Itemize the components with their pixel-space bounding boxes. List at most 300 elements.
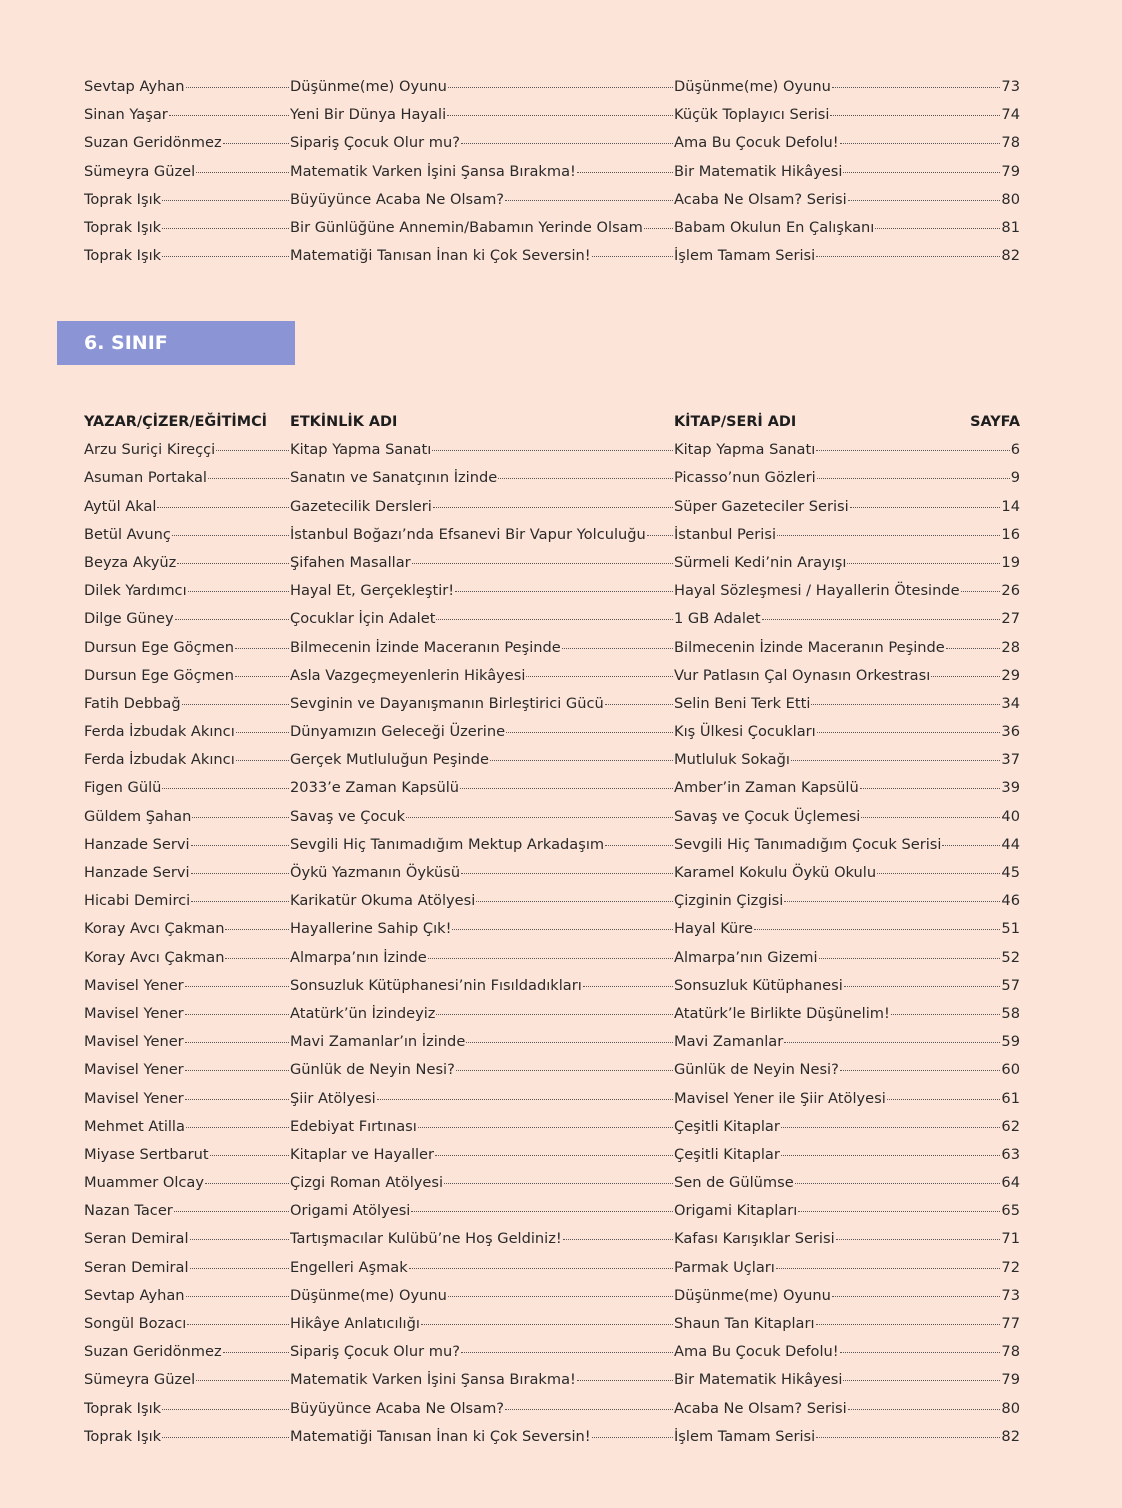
dot-leader [583, 986, 673, 987]
page-number: 78 [1001, 1343, 1020, 1361]
activity-name: Bir Günlüğüne Annemin/Babamın Yerinde Olsam [290, 218, 643, 236]
activity-name: Karikatür Okuma Atölyesi [290, 892, 476, 910]
book-name: Çeşitli Kitaplar [674, 1117, 780, 1135]
page-number: 72 [1001, 1258, 1020, 1276]
dot-leader [185, 986, 289, 987]
dot-leader [819, 958, 1001, 959]
page-number: 58 [1001, 1004, 1020, 1022]
dot-leader [466, 1042, 673, 1043]
index-row [84, 1000, 1020, 1028]
page-number: 81 [1001, 218, 1020, 236]
activity-name: Büyüyünce Acaba Ne Olsam? [290, 190, 505, 208]
page-number: 73 [1001, 78, 1020, 95]
index-row [84, 242, 1020, 270]
dot-leader [182, 704, 289, 705]
page-number: 40 [1001, 807, 1020, 825]
dot-leader [428, 958, 673, 959]
dot-leader [185, 1014, 289, 1015]
index-row [84, 662, 1020, 690]
dot-leader [563, 1239, 673, 1240]
activity-name: Çizgi Roman Atölyesi [290, 1174, 444, 1192]
author-name: Hicabi Demirci [84, 892, 191, 910]
author-name: Sevtap Ayhan [84, 78, 185, 95]
page-number: 39 [1001, 779, 1020, 797]
author-name: Nazan Tacer [84, 1202, 173, 1220]
book-name: Kitap Yapma Sanatı [674, 441, 816, 459]
dot-leader [781, 1127, 1001, 1128]
dot-leader [175, 619, 289, 620]
index-row [84, 158, 1020, 186]
header-activity: ETKİNLİK ADI [290, 414, 398, 430]
dot-leader [196, 172, 289, 173]
activity-name: Şifahen Masallar [290, 553, 411, 571]
dot-leader [754, 929, 1000, 930]
dot-leader [795, 1183, 1001, 1184]
index-row [84, 690, 1020, 718]
author-name: Sümeyra Güzel [84, 162, 196, 180]
index-row [84, 1141, 1020, 1169]
page-number: 82 [1001, 1427, 1020, 1445]
index-row [84, 774, 1020, 802]
dot-leader [162, 256, 289, 257]
page-number: 57 [1001, 976, 1020, 994]
activity-name: Hikâye Anlatıcılığı [290, 1315, 420, 1332]
dot-leader [605, 845, 673, 846]
page-number: 27 [1001, 610, 1020, 628]
author-name: Fatih Debbağ [84, 694, 181, 712]
column-headers [84, 408, 1020, 436]
index-row [84, 1197, 1020, 1225]
index-row [84, 1113, 1020, 1141]
dot-leader [456, 1070, 673, 1071]
dot-leader [411, 1211, 673, 1212]
dot-leader [377, 1099, 673, 1100]
dot-leader [498, 478, 673, 479]
top-index-list [84, 73, 1020, 270]
book-name: Bilmecenin İzinde Maceranın Peşinde [674, 638, 945, 656]
dot-leader [817, 478, 1010, 479]
book-name: 1 GB Adalet [674, 610, 761, 628]
dot-leader [816, 256, 1000, 257]
dot-leader [455, 591, 673, 592]
dot-leader [843, 1380, 1000, 1381]
page-number: 62 [1001, 1117, 1020, 1135]
dot-leader [832, 87, 1001, 88]
dot-leader [777, 535, 1000, 536]
author-name: Koray Avcı Çakman [84, 948, 225, 966]
dot-leader [577, 172, 673, 173]
dot-leader [444, 1183, 673, 1184]
author-name: Güldem Şahan [84, 807, 192, 825]
dot-leader [836, 1239, 1001, 1240]
page-number: 71 [1001, 1230, 1020, 1248]
dot-leader [461, 873, 673, 874]
activity-name: Mavi Zamanlar’ın İzinde [290, 1033, 466, 1051]
author-name: Seran Demiral [84, 1230, 189, 1248]
page-number: 36 [1001, 723, 1020, 741]
dot-leader [196, 1380, 289, 1381]
dot-leader [409, 1268, 673, 1269]
index-row [84, 831, 1020, 859]
dot-leader [216, 450, 289, 451]
book-name: Parmak Uçları [674, 1258, 775, 1276]
dot-leader [447, 115, 673, 116]
dot-leader [190, 1268, 289, 1269]
book-name: Acaba Ne Olsam? Serisi [674, 1399, 847, 1417]
index-row [84, 859, 1020, 887]
dot-leader [861, 817, 1000, 818]
page-number: 29 [1001, 666, 1020, 684]
dot-leader [505, 1409, 673, 1410]
author-name: Dilek Yardımcı [84, 582, 187, 600]
dot-leader [185, 1042, 289, 1043]
activity-name: Gerçek Mutluluğun Peşinde [290, 751, 490, 769]
page-number: 9 [1010, 469, 1020, 487]
author-name: Aytül Akal [84, 497, 157, 515]
page-number: 34 [1001, 694, 1020, 712]
dot-leader [592, 256, 673, 257]
activity-name: Sevgili Hiç Tanımadığım Mektup Arkadaşım [290, 835, 605, 853]
page-number: 77 [1001, 1315, 1020, 1332]
book-name: Almarpa’nın Gizemi [674, 948, 818, 966]
index-row [84, 549, 1020, 577]
activity-name: Tartışmacılar Kulübü’ne Hoş Geldiniz! [290, 1230, 562, 1248]
book-name: İşlem Tamam Serisi [674, 247, 816, 265]
dot-leader [433, 507, 673, 508]
author-name: Sinan Yaşar [84, 106, 168, 124]
dot-leader [185, 1099, 289, 1100]
author-name: Songül Bozacı [84, 1315, 187, 1332]
dot-leader [817, 732, 1001, 733]
dot-leader [435, 1155, 673, 1156]
author-name: Asuman Portakal [84, 469, 207, 487]
dot-leader [942, 845, 1000, 846]
author-name: Arzu Suriçi Kireççi [84, 441, 216, 459]
dot-leader [162, 1409, 289, 1410]
dot-leader [961, 591, 1001, 592]
activity-name: Düşünme(me) Oyunu [290, 1286, 447, 1304]
author-name: Toprak Işık [84, 247, 162, 265]
dot-leader [223, 1352, 289, 1353]
index-row [84, 1366, 1020, 1394]
book-name: Hayal Sözleşmesi / Hayallerin Ötesinde [674, 582, 960, 600]
dot-leader [816, 450, 1009, 451]
page-number: 16 [1001, 525, 1020, 543]
activity-name: İstanbul Boğazı’nda Efsanevi Bir Vapur Yolculuğu [290, 525, 646, 543]
activity-name: Matematiği Tanısan İnan ki Çok Seversin! [290, 247, 591, 265]
page-number: 60 [1001, 1061, 1020, 1079]
dot-leader [187, 1324, 289, 1325]
dot-leader [946, 648, 1001, 649]
author-name: Dilge Güney [84, 610, 174, 628]
dot-leader [830, 115, 1000, 116]
dot-leader [840, 1352, 1001, 1353]
index-row [84, 1423, 1020, 1451]
dot-leader [781, 1155, 1001, 1156]
book-name: Kafası Karışıklar Serisi [674, 1230, 835, 1248]
dot-leader [448, 87, 673, 88]
page-number: 44 [1001, 835, 1020, 853]
dot-leader [931, 676, 1000, 677]
header-author: YAZAR/ÇİZER/EĞİTİMCİ [84, 414, 268, 430]
index-row [84, 1338, 1020, 1366]
book-name: Origami Kitapları [674, 1202, 798, 1220]
dot-leader [448, 1296, 673, 1297]
index-row [84, 1310, 1020, 1338]
activity-name: Dünyamızın Geleceği Üzerine [290, 723, 506, 741]
index-row [84, 186, 1020, 214]
dot-leader [577, 1380, 673, 1381]
dot-leader [644, 228, 673, 229]
author-name: Seran Demiral [84, 1258, 189, 1276]
page-number: 45 [1001, 864, 1020, 881]
author-name: Sümeyra Güzel [84, 1371, 196, 1389]
dot-leader [205, 1183, 289, 1184]
dot-leader [191, 873, 289, 874]
activity-name: Düşünme(me) Oyunu [290, 78, 447, 95]
page-number: 26 [1001, 582, 1020, 600]
index-row [84, 972, 1020, 1000]
dot-leader [891, 1014, 1001, 1015]
page-number: 6 [1010, 441, 1020, 459]
activity-name: Kitap Yapma Sanatı [290, 441, 432, 459]
grade-6-index-list [84, 408, 1020, 1451]
dot-leader [190, 1239, 289, 1240]
index-row [84, 1085, 1020, 1113]
dot-leader [162, 1437, 289, 1438]
header-page: SAYFA [970, 414, 1020, 430]
author-name: Dursun Ege Göçmen [84, 638, 235, 656]
book-name: Bir Matematik Hikâyesi [674, 162, 843, 180]
dot-leader [418, 1127, 673, 1128]
dot-leader [844, 986, 1001, 987]
index-row [84, 1056, 1020, 1084]
activity-name: Çocuklar İçin Adalet [290, 610, 436, 628]
dot-leader [840, 1070, 1001, 1071]
dot-leader [877, 873, 1000, 874]
dot-leader [816, 1437, 1000, 1438]
index-row [84, 1028, 1020, 1056]
index-row [84, 1225, 1020, 1253]
dot-leader [186, 1127, 289, 1128]
header-book: KİTAP/SERİ ADI [674, 414, 797, 430]
author-name: Suzan Geridönmez [84, 1343, 222, 1361]
book-name: Bir Matematik Hikâyesi [674, 1371, 843, 1389]
dot-leader [506, 732, 673, 733]
author-name: Miyase Sertbarut [84, 1145, 209, 1163]
activity-name: Matematiği Tanısan İnan ki Çok Seversin! [290, 1427, 591, 1445]
activity-name: Büyüyünce Acaba Ne Olsam? [290, 1399, 505, 1417]
dot-leader [848, 1409, 1001, 1410]
dot-leader [461, 1352, 673, 1353]
dot-leader [177, 563, 289, 564]
dot-leader [843, 172, 1000, 173]
dot-leader [605, 704, 673, 705]
dot-leader [791, 760, 1001, 761]
activity-name: Yeni Bir Dünya Hayali [290, 106, 447, 124]
page-number: 79 [1001, 1371, 1020, 1389]
dot-leader [762, 619, 1001, 620]
activity-name: Hayallerine Sahip Çık! [290, 920, 452, 938]
dot-leader [174, 1211, 289, 1212]
page-number: 19 [1001, 553, 1020, 571]
author-name: Beyza Akyüz [84, 553, 177, 571]
book-name: Vur Patlasın Çal Oynasın Orkestrası [674, 666, 931, 684]
index-row [84, 73, 1020, 101]
author-name: Koray Avcı Çakman [84, 920, 225, 938]
page-number: 73 [1001, 1286, 1020, 1304]
book-name: Sevgili Hiç Tanımadığım Çocuk Serisi [674, 835, 942, 853]
page-number: 63 [1001, 1145, 1020, 1163]
index-row [84, 887, 1020, 915]
activity-name: Almarpa’nın İzinde [290, 948, 427, 966]
index-row [84, 436, 1020, 464]
book-name: Amber’in Zaman Kapsülü [674, 779, 859, 797]
dot-leader [208, 478, 289, 479]
author-name: Mehmet Atilla [84, 1117, 185, 1135]
dot-leader [236, 732, 289, 733]
book-name: Picasso’nun Gözleri [674, 469, 816, 487]
activity-name: Bilmecenin İzinde Maceranın Peşinde [290, 638, 561, 656]
activity-name: Edebiyat Fırtınası [290, 1117, 417, 1135]
activity-name: 2033’e Zaman Kapsülü [290, 779, 460, 797]
author-name: Hanzade Servi [84, 835, 190, 853]
book-name: Acaba Ne Olsam? Serisi [674, 190, 847, 208]
dot-leader [157, 507, 289, 508]
book-name: Çeşitli Kitaplar [674, 1145, 780, 1163]
page-number: 61 [1001, 1089, 1020, 1107]
book-name: Mavi Zamanlar [674, 1033, 784, 1051]
dot-leader [850, 507, 1001, 508]
author-name: Figen Gülü [84, 779, 162, 797]
page-number: 80 [1001, 1399, 1020, 1417]
index-row [84, 1282, 1020, 1310]
dot-leader [476, 901, 673, 902]
activity-name: Sipariş Çocuk Olur mu? [290, 1343, 460, 1361]
author-name: Ferda İzbudak Akıncı [84, 751, 235, 769]
page-number: 14 [1001, 497, 1020, 515]
page-number: 59 [1001, 1033, 1020, 1051]
author-name: Toprak Işık [84, 1427, 162, 1445]
activity-name: Asla Vazgeçmeyenlerin Hikâyesi [290, 666, 526, 684]
dot-leader [460, 788, 673, 789]
dot-leader [887, 1099, 1001, 1100]
dot-leader [461, 143, 673, 144]
index-row [84, 577, 1020, 605]
book-name: Düşünme(me) Oyunu [674, 1286, 831, 1304]
dot-leader [186, 1296, 289, 1297]
activity-name: Origami Atölyesi [290, 1202, 411, 1220]
activity-name: Savaş ve Çocuk [290, 807, 406, 825]
author-name: Mavisel Yener [84, 1033, 184, 1051]
author-name: Mavisel Yener [84, 1089, 184, 1107]
book-name: Mutluluk Sokağı [674, 751, 790, 769]
activity-name: Engelleri Aşmak [290, 1258, 408, 1276]
page-number: 78 [1001, 134, 1020, 152]
author-name: Mavisel Yener [84, 1061, 184, 1079]
page-number: 65 [1001, 1202, 1020, 1220]
dot-leader [225, 929, 289, 930]
book-name: Babam Okulun En Çalışkanı [674, 218, 875, 236]
page-number: 46 [1001, 892, 1020, 910]
dot-leader [592, 1437, 673, 1438]
dot-leader [875, 228, 1000, 229]
dot-leader [784, 1042, 1000, 1043]
index-row [84, 605, 1020, 633]
dot-leader [562, 648, 673, 649]
dot-leader [776, 1268, 1001, 1269]
author-name: Toprak Işık [84, 218, 162, 236]
book-name: Hayal Küre [674, 920, 753, 938]
author-name: Mavisel Yener [84, 976, 184, 994]
book-name: Karamel Kokulu Öykü Okulu [674, 864, 877, 881]
book-name: Savaş ve Çocuk Üçlemesi [674, 807, 861, 825]
index-row [84, 718, 1020, 746]
dot-leader [188, 591, 289, 592]
index-row [84, 634, 1020, 662]
index-row [84, 944, 1020, 972]
book-name: Selin Beni Terk Etti [674, 694, 811, 712]
author-name: Betül Avunç [84, 525, 171, 543]
entry-rows [84, 436, 1020, 1451]
dot-leader [860, 788, 1001, 789]
author-name: Dursun Ege Göçmen [84, 666, 235, 684]
author-name: Suzan Geridönmez [84, 134, 222, 152]
dot-leader [172, 535, 289, 536]
book-name: Shaun Tan Kitapları [674, 1315, 815, 1332]
index-row [84, 1169, 1020, 1197]
dot-leader [210, 1155, 289, 1156]
dot-leader [191, 901, 289, 902]
book-name: İşlem Tamam Serisi [674, 1427, 816, 1445]
activity-name: Sonsuzluk Kütüphanesi’nin Fısıldadıkları [290, 976, 582, 994]
activity-name: Sanatın ve Sanatçının İzinde [290, 469, 498, 487]
activity-name: Gazetecilik Dersleri [290, 497, 432, 515]
dot-leader [816, 1324, 1001, 1325]
dot-leader [185, 1070, 289, 1071]
author-name: Ferda İzbudak Akıncı [84, 723, 235, 741]
index-row [84, 746, 1020, 774]
dot-leader [186, 87, 289, 88]
index-row [84, 1395, 1020, 1423]
index-row [84, 129, 1020, 157]
dot-leader [421, 1324, 673, 1325]
index-row [84, 521, 1020, 549]
book-name: Sonsuzluk Kütüphanesi [674, 976, 843, 994]
dot-leader [840, 143, 1001, 144]
page-number: 80 [1001, 190, 1020, 208]
index-row [84, 803, 1020, 831]
book-name: Kış Ülkesi Çocukları [674, 723, 816, 741]
page-number: 64 [1001, 1174, 1020, 1192]
book-name: Mavisel Yener ile Şiir Atölyesi [674, 1089, 886, 1107]
activity-name: Hayal Et, Gerçekleştir! [290, 582, 455, 600]
activity-name: Sevginin ve Dayanışmanın Birleştirici Gücü [290, 694, 604, 712]
dot-leader [412, 563, 673, 564]
book-name: Atatürk’le Birlikte Düşünelim! [674, 1004, 890, 1022]
book-name: Ama Bu Çocuk Defolu! [674, 1343, 839, 1361]
dot-leader [432, 450, 673, 451]
author-name: Hanzade Servi [84, 864, 190, 881]
dot-leader [169, 115, 289, 116]
activity-name: Günlük de Neyin Nesi? [290, 1061, 455, 1079]
dot-leader [162, 228, 289, 229]
dot-leader [192, 817, 289, 818]
page-number: 28 [1001, 638, 1020, 656]
dot-leader [162, 788, 289, 789]
index-row [84, 1254, 1020, 1282]
dot-leader [505, 200, 673, 201]
